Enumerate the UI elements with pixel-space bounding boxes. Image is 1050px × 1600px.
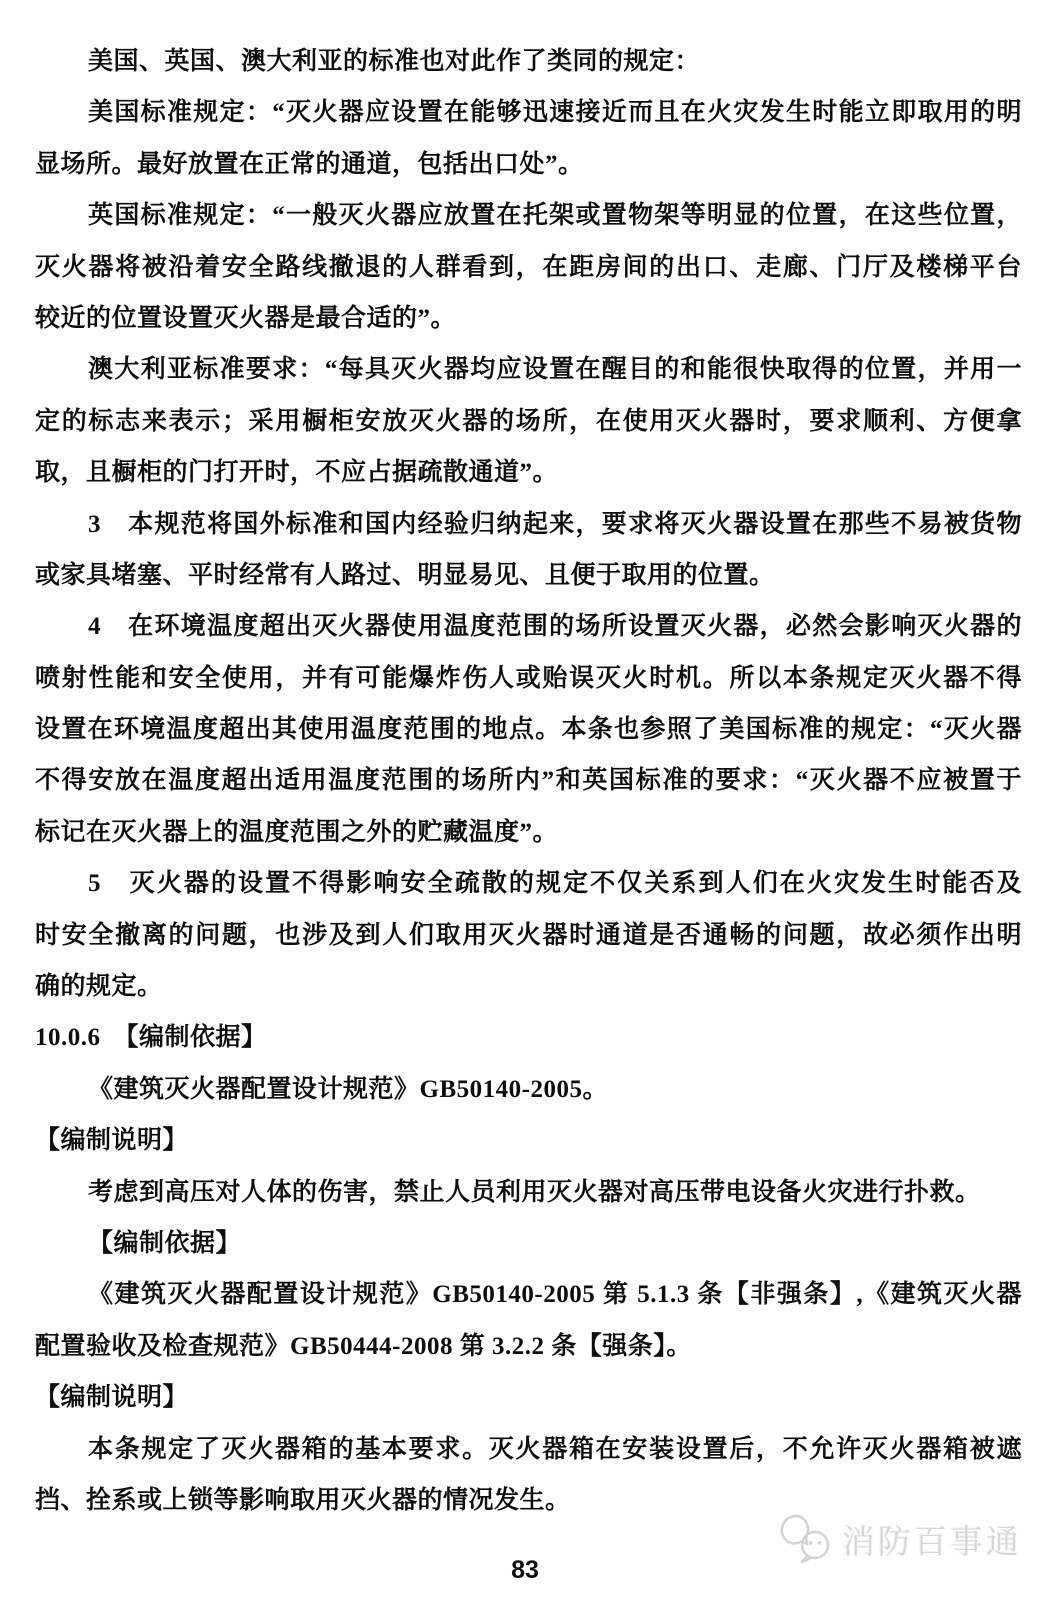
text-line: 标记在灭火器上的温度范围之外的贮藏温度”。 (35, 818, 559, 846)
text-line: 【编制说明】 (35, 1127, 189, 1155)
text-line: 取，且橱柜的门打开时，不应占据疏散通道”。 (35, 459, 559, 487)
text-line: 英国标准规定：“一般灭火器应放置在托架或置物架等明显的位置，在这些位置， (88, 202, 1022, 230)
watermark-text: 消防百事通 (842, 1522, 1022, 1560)
text-line: 《建筑灭火器配置设计规范》GB50140-2005。 (88, 1075, 608, 1103)
text-line: 考虑到高压对人体的伤害，禁止人员利用灭火器对高压带电设备火灾进行扑救。 (88, 1178, 981, 1206)
text-line: 美国、英国、澳大利亚的标准也对此作了类同的规定： (88, 48, 701, 75)
text-line: 澳大利亚标准要求：“每具灭火器均应设置在醒目的和能很快取得的位置，并用一 (88, 356, 1022, 384)
text-line: 【编制说明】 (35, 1384, 189, 1412)
text-line: 【编制依据】 (88, 1229, 242, 1257)
text-line: 或家具堵塞、平时经常有人路过、明显易见、且便于取用的位置。 (35, 561, 775, 589)
text-line: 确的规定。 (35, 973, 163, 1001)
text-line: 设置在环境温度超出其使用温度范围的地点。本条也参照了美国标准的规定：“灭火器 (35, 716, 1022, 744)
text-line: 4 在环境温度超出灭火器使用温度范围的场所设置灭火器，必然会影响灭火器的 (88, 613, 1022, 641)
page-number: 83 (511, 1556, 539, 1584)
text-line: 美国标准规定：“灭火器应设置在能够迅速接近而且在火灾发生时能立即取用的明 (88, 99, 1022, 127)
text-line: 较近的位置设置灭火器是最合适的”。 (35, 304, 457, 332)
text-line: 10.0.6 【编制依据】 (35, 1024, 267, 1052)
text-line: 时安全撤离的问题，也涉及到人们取用灭火器时通道是否通畅的问题，故必须作出明 (35, 921, 1022, 949)
text-line: 3 本规范将国外标准和国内经验归纳起来，要求将灭火器设置在那些不易被货物 (88, 510, 1022, 538)
document-lines (35, 36, 1022, 1526)
text-line: 定的标志来表示；采用橱柜安放灭火器的场所，在使用灭火器时，要求顺利、方便拿 (35, 407, 1022, 435)
text-line: 显场所。最好放置在正常的通道，包括出口处”。 (35, 150, 584, 178)
text-line: 配置验收及检查规范》GB50444-2008 第 3.2.2 条【强条】。 (35, 1332, 692, 1360)
text-line: 挡、拴系或上锁等影响取用灭火器的情况发生。 (35, 1486, 571, 1514)
text-line: 喷射性能和安全使用，并有可能爆炸伤人或贻误灭火时机。所以本条规定灭火器不得 (35, 664, 1022, 692)
text-line: 《建筑灭火器配置设计规范》GB50140-2005 第 5.1.3 条【非强条】,《建筑灭火器 (88, 1281, 1022, 1309)
text-line: 本条规定了灭火器箱的基本要求。灭火器箱在安装设置后，不允许灭火器箱被遮 (88, 1435, 1022, 1463)
text-line: 5 灭火器的设置不得影响安全疏散的规定不仅关系到人们在火灾发生时能否及 (88, 870, 1022, 898)
text-line: 灭火器将被沿着安全路线撤退的人群看到，在距房间的出口、走廊、门厅及楼梯平台 (35, 253, 1022, 281)
text-line: 不得安放在温度超出适用温度范围的场所内”和英国标准的要求：“灭火器不应被置于 (35, 767, 1022, 795)
